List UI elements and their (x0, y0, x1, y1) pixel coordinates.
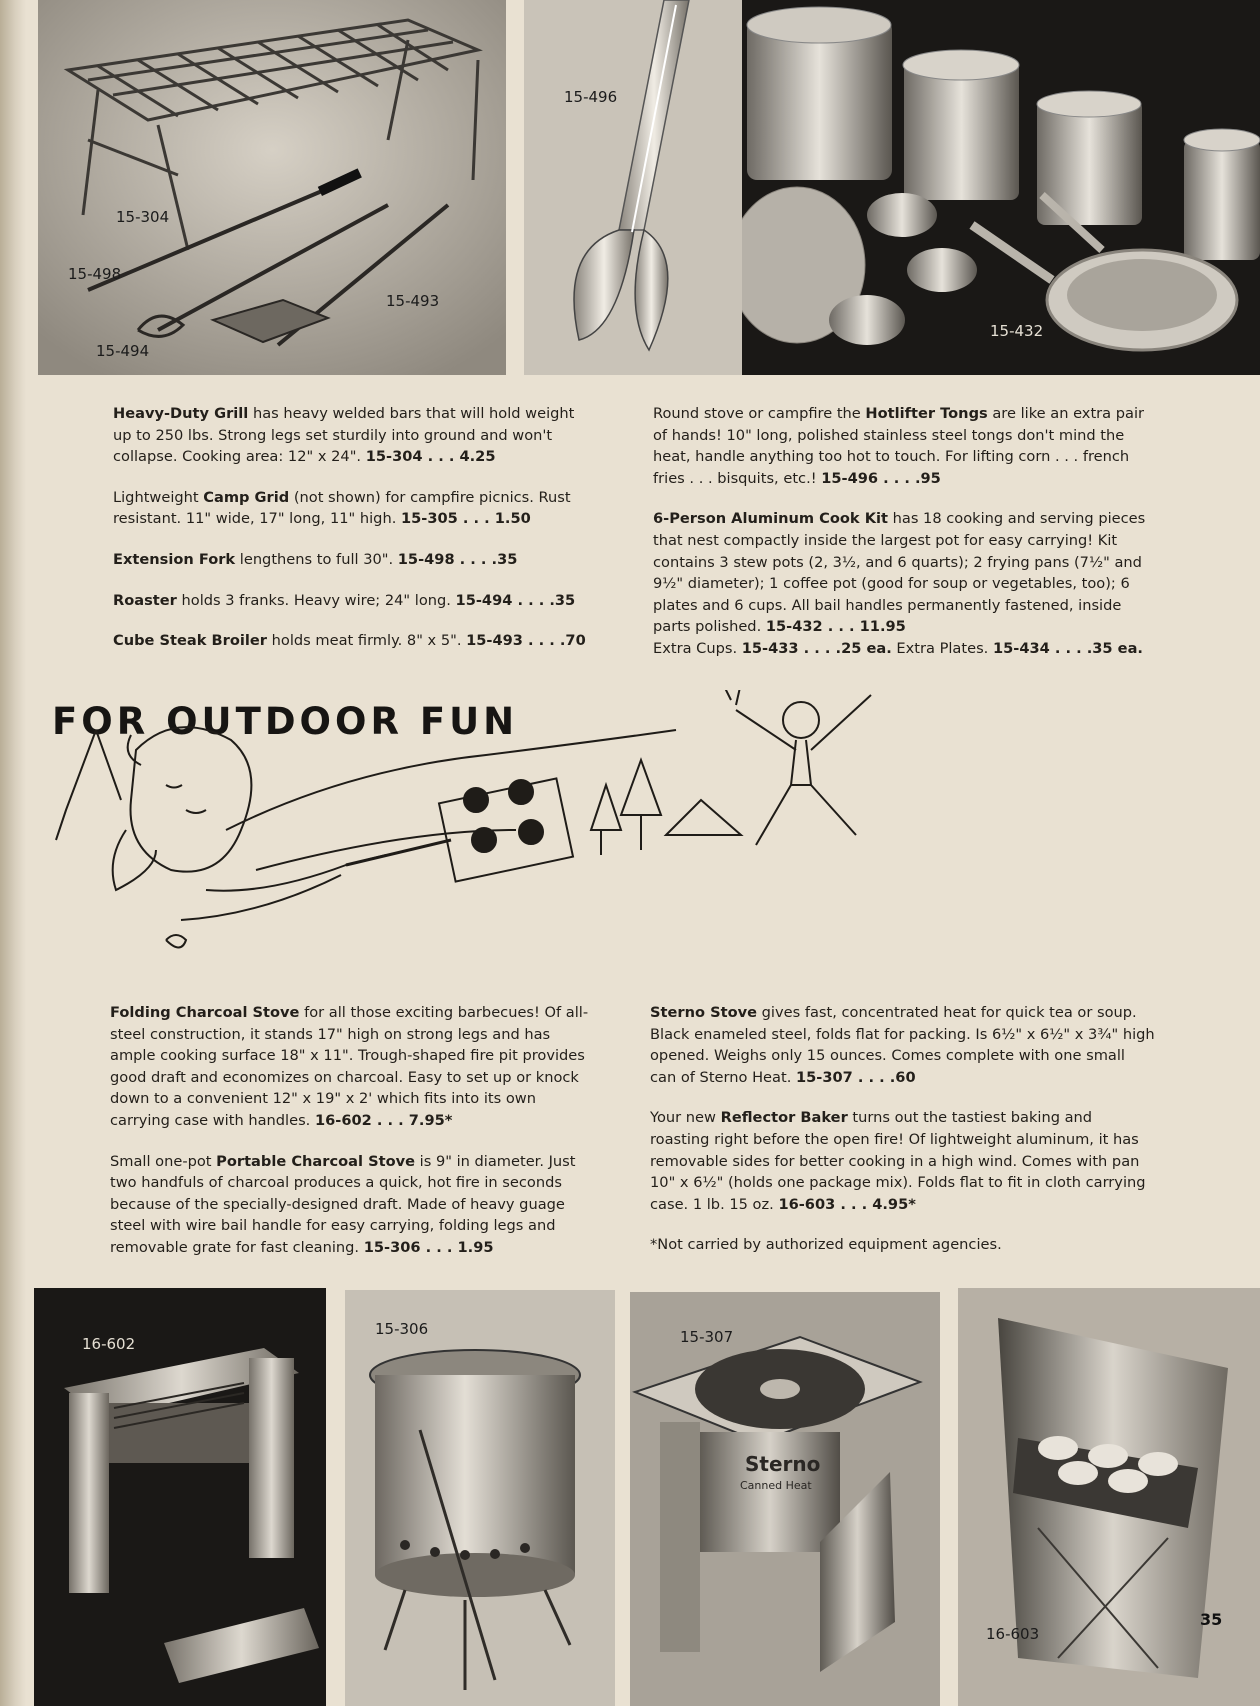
label-15-307: 15-307 (680, 1328, 734, 1346)
footnote: *Not carried by authorized equipment agencies. (650, 1236, 1002, 1254)
label-15-494: 15-494 (96, 342, 150, 360)
product-folding-charcoal-stove: Folding Charcoal Stove for all those exciting barbecues! Of all-steel construction, it stands 17" high on strong legs and has ample cooking surface 18" x 11". Trough-shaped fire pit provides good draft and economizes on charcoal. Easy to set up or knock down to a convenient 12" x 19" x 2' which fits into its own carrying case with handles. 16-602 . . . 7.95* (110, 1004, 589, 1129)
label-15-498: 15-498 (68, 265, 122, 283)
product-reflector-baker: Your new Reflector Baker turns out the tastiest baking and roasting right before the open fire! Of lightweight aluminum, it has removable sides for better cooking in a high wind. Comes with pan 10" x 6½" (holds one package mix). Folds flat to fit in cloth carrying case. 1 lb. 15 oz. 16-603 . . . 4.95* (650, 1109, 1146, 1213)
product-heavy-duty-grill: Heavy-Duty Grill has heavy welded bars that will hold weight up to 250 lbs. Strong legs set sturdily into ground and won't collapse. Cooking area: 12" x 24". 15-304 . . . 4.25 (113, 405, 575, 466)
product-hotlifter-tongs: Round stove or campfire the Hotlifter Tongs are like an extra pair of hands! 10" long, polished stainless steel tongs don't mind the heat, handle anything too hot to touch. For lifting corn . . . french fries . . . bisquits, etc.! 15-496 . . . .95 (653, 405, 1145, 487)
product-portable-charcoal-stove: Small one-pot Portable Charcoal Stove is 9" in diameter. Just two handfuls of charcoal produces a quick, hot fire in seconds because of the specially-designed draft. Made of heavy guage steel with wire bail handle for easy carrying, folding legs and removable grate for fast cleaning. 15-306 . . . 1.95 (110, 1152, 576, 1256)
label-16-603: 16-603 (986, 1625, 1040, 1643)
reflector-baker-photo (958, 1288, 1260, 1706)
cookkit-photo (742, 0, 1260, 375)
grill-drawing (38, 0, 506, 375)
cookkit-drawing (742, 0, 1260, 375)
product-camp-grid: Lightweight Camp Grid (not shown) for campfire picnics. Rust resistant. 11" wide, 17" long, 11" high. 15-305 . . . 1.50 (113, 488, 571, 528)
product-cook-kit: 6-Person Aluminum Cook Kit has 18 cooking and serving pieces that nest compactly inside the largest pot for easy carrying! Kit contains 3 stew pots (2, 3½, and 6 quarts); 2 frying pans (7½" and 9½" diameter); 1 coffee pot (good for soup or vegetables, too); 6 plates and 6 cups. All bail handles permanently fastened, inside parts polished. 15-432 . . . 11.95 Extra Cups. 15-433 . . . .25 ea. Extra Plates. 15-434 . . . .35 ea. (653, 510, 1146, 657)
sterno-stove-drawing (630, 1292, 940, 1706)
label-15-496: 15-496 (564, 88, 618, 106)
folding-stove-drawing (34, 1288, 326, 1706)
label-15-304: 15-304 (116, 208, 170, 226)
portable-stove-drawing (345, 1290, 615, 1706)
sterno-stove-photo (630, 1292, 940, 1706)
right-column-top (653, 403, 1153, 679)
label-16-602: 16-602 (82, 1335, 136, 1353)
portable-stove-photo (345, 1290, 615, 1706)
outdoor-fun-illustration (26, 690, 906, 990)
folding-stove-photo (34, 1288, 326, 1706)
product-roaster: Roaster holds 3 franks. Heavy wire; 24" long. 15-494 . . . .35 (113, 591, 576, 609)
label-15-432: 15-432 (990, 322, 1044, 340)
label-15-306: 15-306 (375, 1320, 429, 1338)
headline: FOR OUTDOOR FUN (52, 700, 519, 743)
grill-photo (38, 0, 506, 375)
reflector-baker-drawing (958, 1288, 1260, 1706)
tongs-photo (524, 0, 742, 375)
left-column-top (113, 403, 588, 671)
right-column-bottom (650, 1002, 1155, 1275)
sterno-can-subtext: Canned Heat (740, 1479, 812, 1492)
product-extension-fork: Extension Fork lengthens to full 30". 15-498 . . . .35 (113, 550, 518, 568)
tongs-drawing (524, 0, 742, 375)
page-number: 35 (1200, 1610, 1223, 1629)
product-cube-steak-broiler: Cube Steak Broiler holds meat firmly. 8" x 5". 15-493 . . . .70 (113, 632, 586, 650)
product-sterno-stove: Sterno Stove gives fast, concentrated heat for quick tea or soup. Black enameled steel, folds flat for packing. Is 6½" x 6½" x 3¾" high opened. Weighs only 15 ounces. Comes complete with one small can of Sterno Heat. 15-307 . . . .60 (650, 1004, 1155, 1086)
left-column-bottom (110, 1002, 590, 1278)
sterno-can-text: Sterno (745, 1452, 821, 1476)
page-binding-edge (0, 0, 26, 1706)
label-15-493: 15-493 (386, 292, 440, 310)
